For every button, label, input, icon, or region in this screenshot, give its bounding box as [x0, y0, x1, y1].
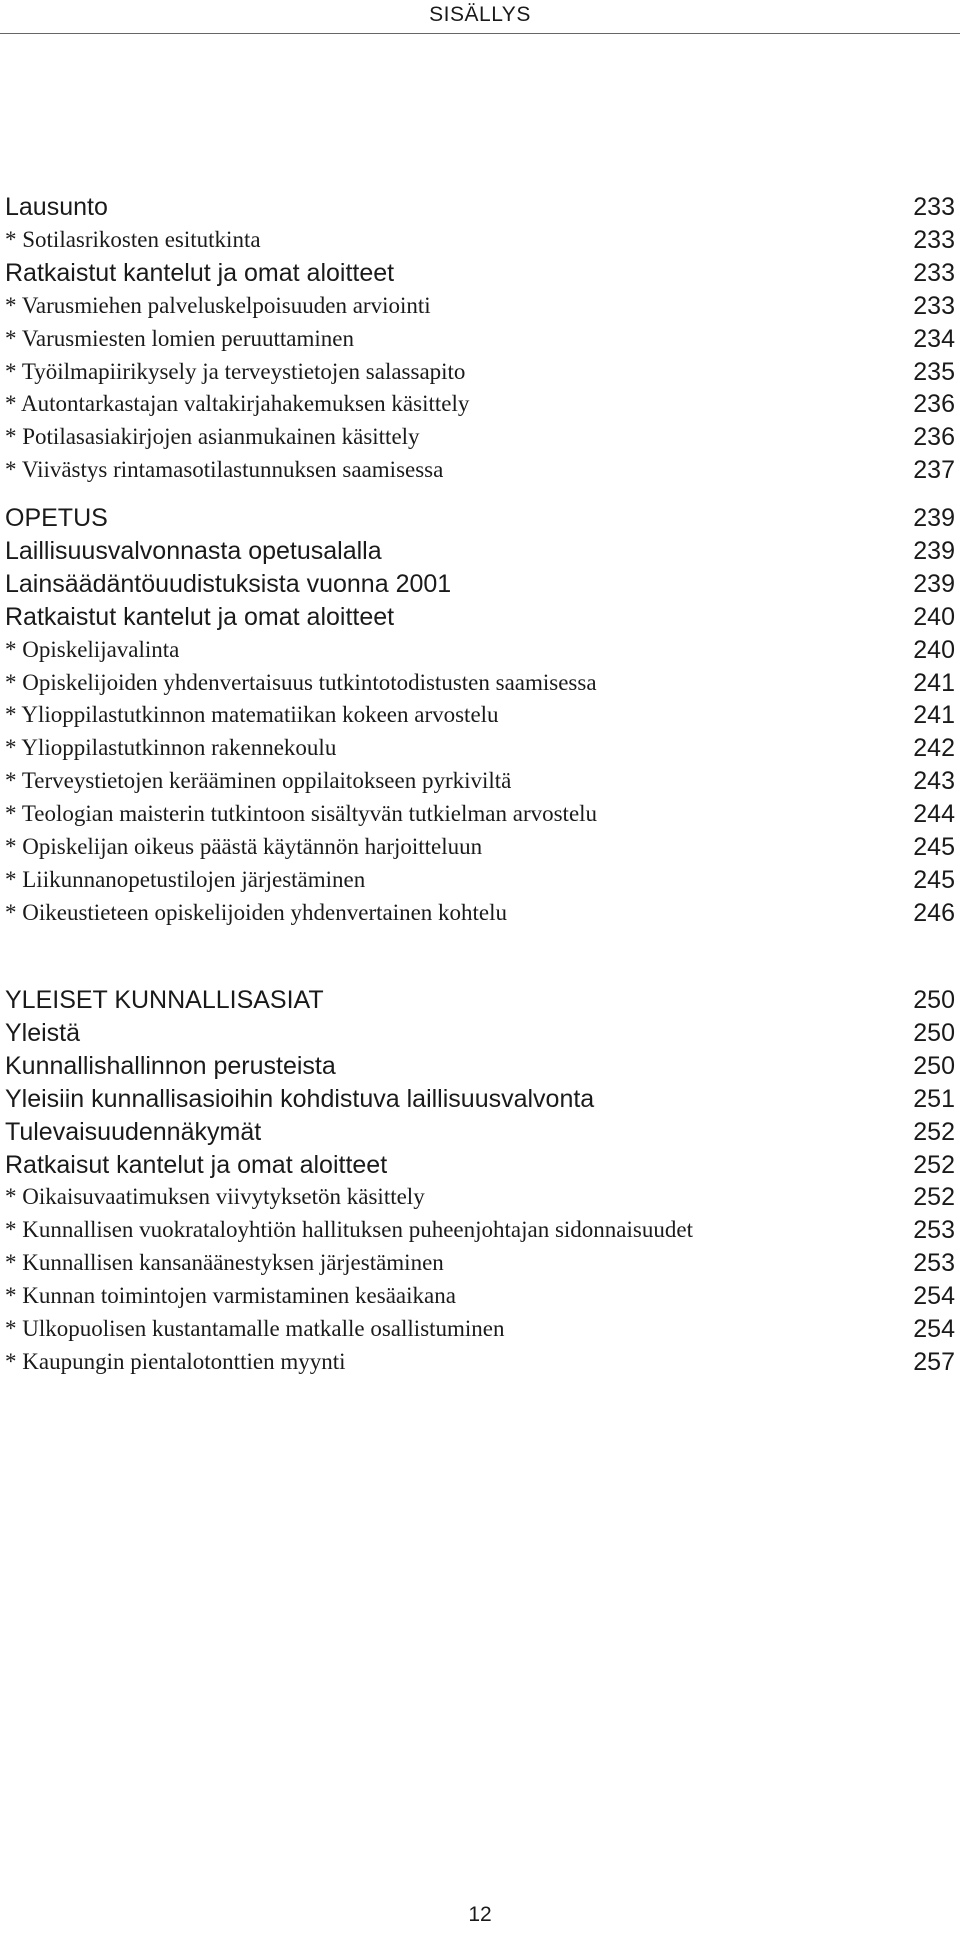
- toc-heading-row[interactable]: [5, 1116, 955, 1149]
- toc-heading-row[interactable]: [5, 502, 955, 535]
- toc-entry-title: * Kunnallisen kansanäänestyksen järjestäminen: [5, 1250, 444, 1276]
- header-rule: [0, 33, 960, 34]
- toc-heading-row[interactable]: [5, 568, 955, 601]
- toc-entry-page: 245: [913, 865, 955, 894]
- toc-item-row[interactable]: [5, 454, 955, 487]
- toc-item-row[interactable]: [5, 1280, 955, 1313]
- toc-entry-page: 250: [913, 986, 955, 1014]
- toc-heading-row[interactable]: [5, 601, 955, 634]
- toc-entry-title: Yleistä: [5, 1018, 81, 1047]
- toc-item-row[interactable]: [5, 323, 955, 356]
- toc-entry-title: * Opiskelijan oikeus päästä käytännön harjoitteluun: [5, 834, 483, 860]
- toc-entry-title: * Oikeustieteen opiskelijoiden yhdenvertainen kohtelu: [5, 899, 508, 925]
- toc-heading-row[interactable]: [5, 257, 955, 290]
- toc-entry-page: 234: [913, 324, 955, 353]
- toc-entry-page: 239: [913, 569, 955, 598]
- toc-entry-page: 242: [913, 734, 955, 763]
- toc-section-1: [5, 191, 955, 487]
- toc-item-row[interactable]: [5, 1181, 955, 1214]
- toc-entry-title: * Kunnallisen vuokrataloyhtiön hallituksen puheenjohtajan sidonnaisuudet: [5, 1217, 693, 1243]
- toc-entry-title: * Opiskelijoiden yhdenvertaisuus tutkintotodistusten saamisessa: [5, 669, 597, 695]
- toc-entry-title: * Työilmapiirikysely ja terveystietojen salassapito: [5, 358, 466, 384]
- toc-entry-page: 250: [913, 1018, 955, 1047]
- toc-item-row[interactable]: [5, 224, 955, 257]
- toc-item-row[interactable]: [5, 1247, 955, 1280]
- toc-item-row[interactable]: [5, 864, 955, 897]
- toc-entry-page: 233: [913, 225, 955, 254]
- toc-heading-row[interactable]: [5, 1149, 955, 1182]
- toc-entry-page: 239: [913, 504, 955, 532]
- toc-item-row[interactable]: [5, 667, 955, 700]
- toc-item-row[interactable]: [5, 1313, 955, 1346]
- toc-item-row[interactable]: [5, 732, 955, 765]
- toc-heading-row[interactable]: [5, 191, 955, 224]
- toc-entry-page: 252: [913, 1117, 955, 1146]
- toc-item-row[interactable]: [5, 699, 955, 732]
- toc-entry-title: * Opiskelijavalinta: [5, 636, 180, 662]
- toc-entry-page: 254: [913, 1282, 955, 1311]
- toc-entry-page: 245: [913, 833, 955, 862]
- toc-item-row[interactable]: [5, 356, 955, 389]
- toc-item-row[interactable]: [5, 421, 955, 454]
- toc-entry-title: Ratkaisut kantelut ja omat aloitteet: [5, 1150, 388, 1179]
- toc-entry-title: Laillisuusvalvonnasta opetusalalla: [5, 536, 382, 565]
- toc-entry-page: 233: [913, 291, 955, 320]
- toc-entry-page: 253: [913, 1216, 955, 1245]
- toc-entry-title: * Sotilasrikosten esitutkinta: [5, 226, 261, 252]
- toc-entry-title: Ratkaistut kantelut ja omat aloitteet: [5, 258, 395, 287]
- toc-entry-page: 253: [913, 1249, 955, 1278]
- toc-entry-page: 252: [913, 1183, 955, 1212]
- toc-entry-page: 233: [913, 258, 955, 287]
- toc-entry-page: 237: [913, 456, 955, 485]
- toc-entry-title: * Potilasasiakirjojen asianmukainen käsittely: [5, 424, 420, 450]
- toc-entry-page: 250: [913, 1051, 955, 1080]
- toc-entry-title: * Ulkopuolisen kustantamalle matkalle osallistuminen: [5, 1316, 505, 1342]
- toc-entry-title: Yleisiin kunnallisasioihin kohdistuva laillisuusvalvonta: [5, 1084, 595, 1113]
- toc-item-row[interactable]: [5, 1346, 955, 1379]
- toc-item-row[interactable]: [5, 1214, 955, 1247]
- toc-entry-page: 251: [913, 1084, 955, 1113]
- toc-item-row[interactable]: [5, 388, 955, 421]
- toc-entry-title: OPETUS: [5, 504, 108, 532]
- toc-entry-title: * Ylioppilastutkinnon matematiikan kokeen arvostelu: [5, 702, 499, 728]
- toc-entry-page: 243: [913, 767, 955, 796]
- toc-entry-page: 254: [913, 1315, 955, 1344]
- toc-entry-title: Lainsäädäntöuudistuksista vuonna 2001: [5, 569, 452, 598]
- running-head: SISÄLLYS: [429, 3, 531, 26]
- toc-entry-page: 240: [913, 635, 955, 664]
- toc-heading-row[interactable]: [5, 1050, 955, 1083]
- toc-entry-title: * Oikaisuvaatimuksen viivytyksetön käsittely: [5, 1184, 425, 1210]
- toc-entry-title: * Ylioppilastutkinnon rakennekoulu: [5, 735, 337, 761]
- toc-entry-page: 241: [913, 668, 955, 697]
- toc-entry-title: * Teologian maisterin tutkintoon sisältyvän tutkielman arvostelu: [5, 801, 598, 827]
- toc-entry-title: * Liikunnanopetustilojen järjestäminen: [5, 866, 366, 892]
- toc-entry-title: * Viivästys rintamasotilastunnuksen saamisessa: [5, 457, 444, 483]
- toc-entry-title: * Varusmiesten lomien peruuttaminen: [5, 325, 354, 351]
- toc-entry-title: * Autontarkastajan valtakirjahakemuksen käsittely: [5, 391, 470, 417]
- toc-entry-page: 233: [913, 193, 955, 221]
- toc-entry-page: 241: [913, 701, 955, 730]
- toc-entry-page: 240: [913, 602, 955, 631]
- toc-heading-row[interactable]: [5, 1017, 955, 1050]
- toc-item-row[interactable]: [5, 831, 955, 864]
- toc-entry-title: Kunnallishallinnon perusteista: [5, 1051, 336, 1080]
- toc-entry-page: 257: [913, 1347, 955, 1376]
- toc-item-row[interactable]: [5, 897, 955, 930]
- toc-entry-page: 235: [913, 357, 955, 386]
- toc-entry-page: 239: [913, 536, 955, 565]
- toc-entry-title: Ratkaistut kantelut ja omat aloitteet: [5, 602, 395, 631]
- toc-entry-page: 236: [913, 423, 955, 452]
- toc-entry-title: * Terveystietojen kerääminen oppilaitokseen pyrkiviltä: [5, 768, 512, 794]
- toc-heading-row[interactable]: [5, 535, 955, 568]
- page-number: 12: [468, 1903, 492, 1926]
- toc-item-row[interactable]: [5, 798, 955, 831]
- toc-section-2: [5, 502, 955, 930]
- toc-entry-page: 236: [913, 390, 955, 419]
- toc-heading-row[interactable]: [5, 984, 955, 1017]
- toc-entry-page: 252: [913, 1150, 955, 1179]
- toc-entry-title: YLEISET KUNNALLISASIAT: [5, 986, 324, 1014]
- toc-section-3: [5, 984, 955, 1379]
- toc-entry-title: Tulevaisuudennäkymät: [5, 1117, 262, 1146]
- toc-entry-page: 246: [913, 898, 955, 927]
- toc-heading-row[interactable]: [5, 1083, 955, 1116]
- toc-item-row[interactable]: [5, 765, 955, 798]
- toc-entry-title: * Kaupungin pientalotonttien myynti: [5, 1348, 346, 1374]
- toc-entry-title: Lausunto: [5, 193, 108, 221]
- toc-item-row[interactable]: [5, 634, 955, 667]
- toc-item-row[interactable]: [5, 290, 955, 323]
- toc-entry-title: * Kunnan toimintojen varmistaminen kesäaikana: [5, 1283, 456, 1309]
- toc-entry-page: 244: [913, 800, 955, 829]
- toc-entry-title: * Varusmiehen palveluskelpoisuuden arviointi: [5, 292, 431, 318]
